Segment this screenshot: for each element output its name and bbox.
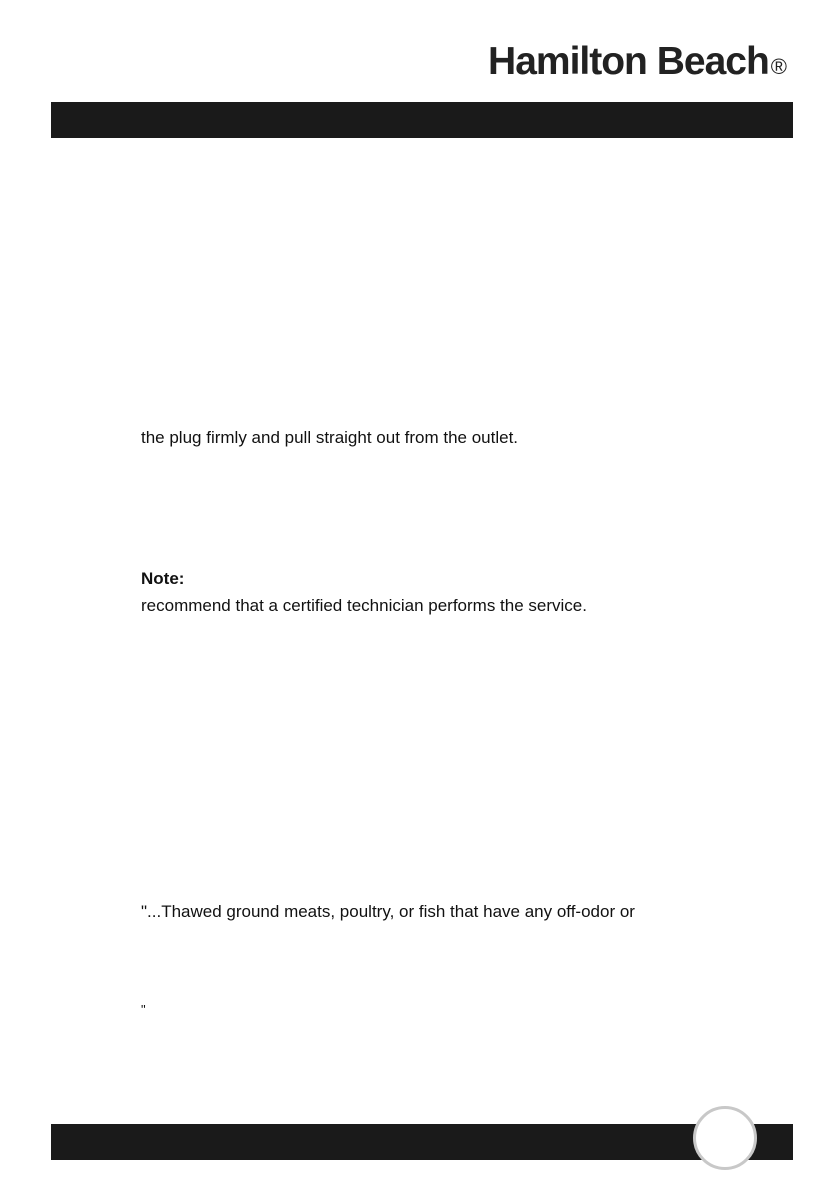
- footer-bar: [51, 1124, 793, 1160]
- note-text: recommend that a certified technician performs the service.: [141, 596, 587, 615]
- food-safety-quote: "...Thawed ground meats, poultry, or fish that have any off-odor or: [141, 902, 635, 921]
- brand-name: Hamilton Beach: [488, 40, 769, 83]
- note-label: Note:: [141, 569, 185, 588]
- quote-closing-mark: ": [141, 1002, 146, 1017]
- page-number-circle: [693, 1106, 757, 1170]
- header-bar: [51, 102, 793, 138]
- brand-logo: [488, 42, 787, 81]
- registered-mark: ®: [770, 54, 787, 79]
- unplug-instruction: the plug firmly and pull straight out from the outlet.: [141, 428, 519, 447]
